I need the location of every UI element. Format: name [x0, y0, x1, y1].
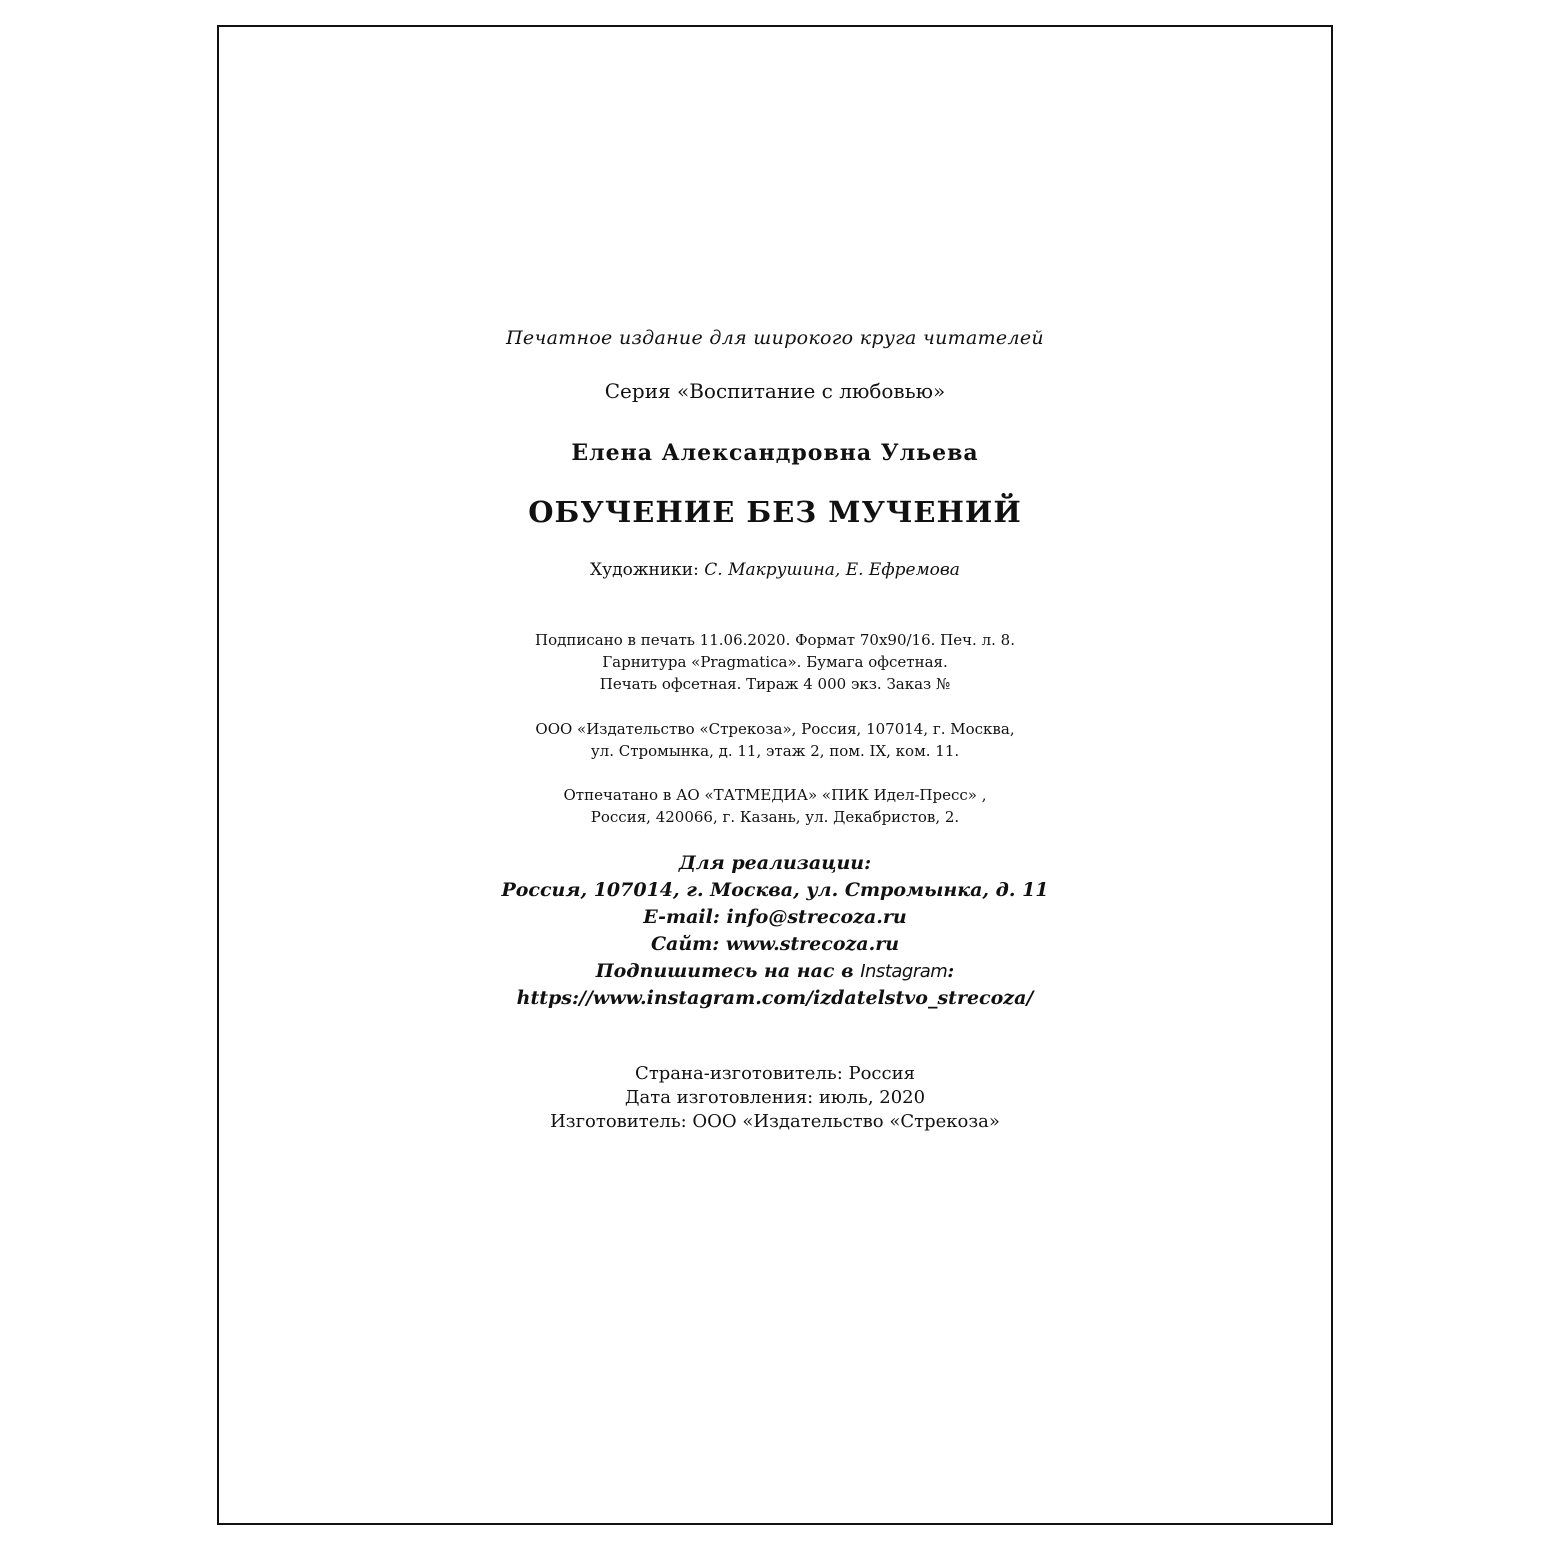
series-line	[219, 379, 1331, 403]
sales-info	[219, 850, 1331, 1012]
manufacturer-line: Дата изготовления: июль, 2020	[624, 1087, 926, 1108]
print-info-line: Подписано в печать 11.06.2020. Формат 70х90/16. Печ. л. 8.	[535, 631, 1015, 649]
printer-info-line: Россия, 420066, г. Казань, ул. Декабристов, 2.	[590, 808, 960, 826]
manufacturer-line: Страна-изготовитель: Россия	[635, 1063, 915, 1084]
publisher-info	[219, 718, 1331, 762]
sales-heading: Для реализации:	[678, 852, 872, 874]
artists-names: С. Макрушина, Е. Ефремова	[704, 560, 960, 580]
book-title	[219, 495, 1331, 529]
manufacturer-line: Изготовитель: ООО «Издательство «Стрекоза»	[550, 1111, 1000, 1132]
sales-email: E-mail: info@strecoza.ru	[643, 906, 907, 928]
subscribe-line	[219, 958, 1331, 985]
publisher-info-line: ООО «Издательство «Стрекоза», Россия, 107014, г. Москва,	[535, 720, 1015, 738]
printer-info	[219, 784, 1331, 828]
edition-subtitle	[219, 327, 1331, 349]
print-info-line: Печать офсетная. Тираж 4 000 экз. Заказ №	[599, 675, 951, 693]
instagram-url: https://www.instagram.com/izdatelstvo_strecoza/	[516, 987, 1034, 1009]
print-info-line: Гарнитура «Pragmatica». Бумага офсетная.	[602, 653, 948, 671]
sales-site: Сайт: www.strecoza.ru	[650, 933, 900, 955]
instagram-wordmark: Instagram	[860, 961, 948, 982]
printer-info-line: Отпечатано в АО «ТАТМЕДИА» «ПИК Идел-Пресс» ,	[563, 786, 987, 804]
artists-label: Художники:	[590, 560, 699, 580]
author-name-text: Елена Александровна Ульева	[571, 440, 979, 466]
publisher-info-line: ул. Стромынка, д. 11, этаж 2, пом. IX, ком. 11.	[590, 742, 960, 760]
subscribe-prefix: Подпишитесь на нас в	[595, 960, 854, 982]
sales-address: Россия, 107014, г. Москва, ул. Стромынка, д. 11	[501, 879, 1049, 901]
artists-line	[219, 560, 1331, 580]
author-name	[219, 440, 1331, 466]
print-info	[219, 629, 1331, 695]
series-text: Серия «Воспитание с любовью»	[604, 379, 946, 403]
edition-subtitle-text: Печатное издание для широкого круга читателей	[506, 327, 1044, 349]
book-title-text: ОБУЧЕНИЕ БЕЗ МУЧЕНИЙ	[528, 495, 1022, 529]
manufacturer-info	[219, 1062, 1331, 1134]
subscribe-suffix: :	[947, 960, 955, 982]
book-page	[217, 25, 1333, 1525]
